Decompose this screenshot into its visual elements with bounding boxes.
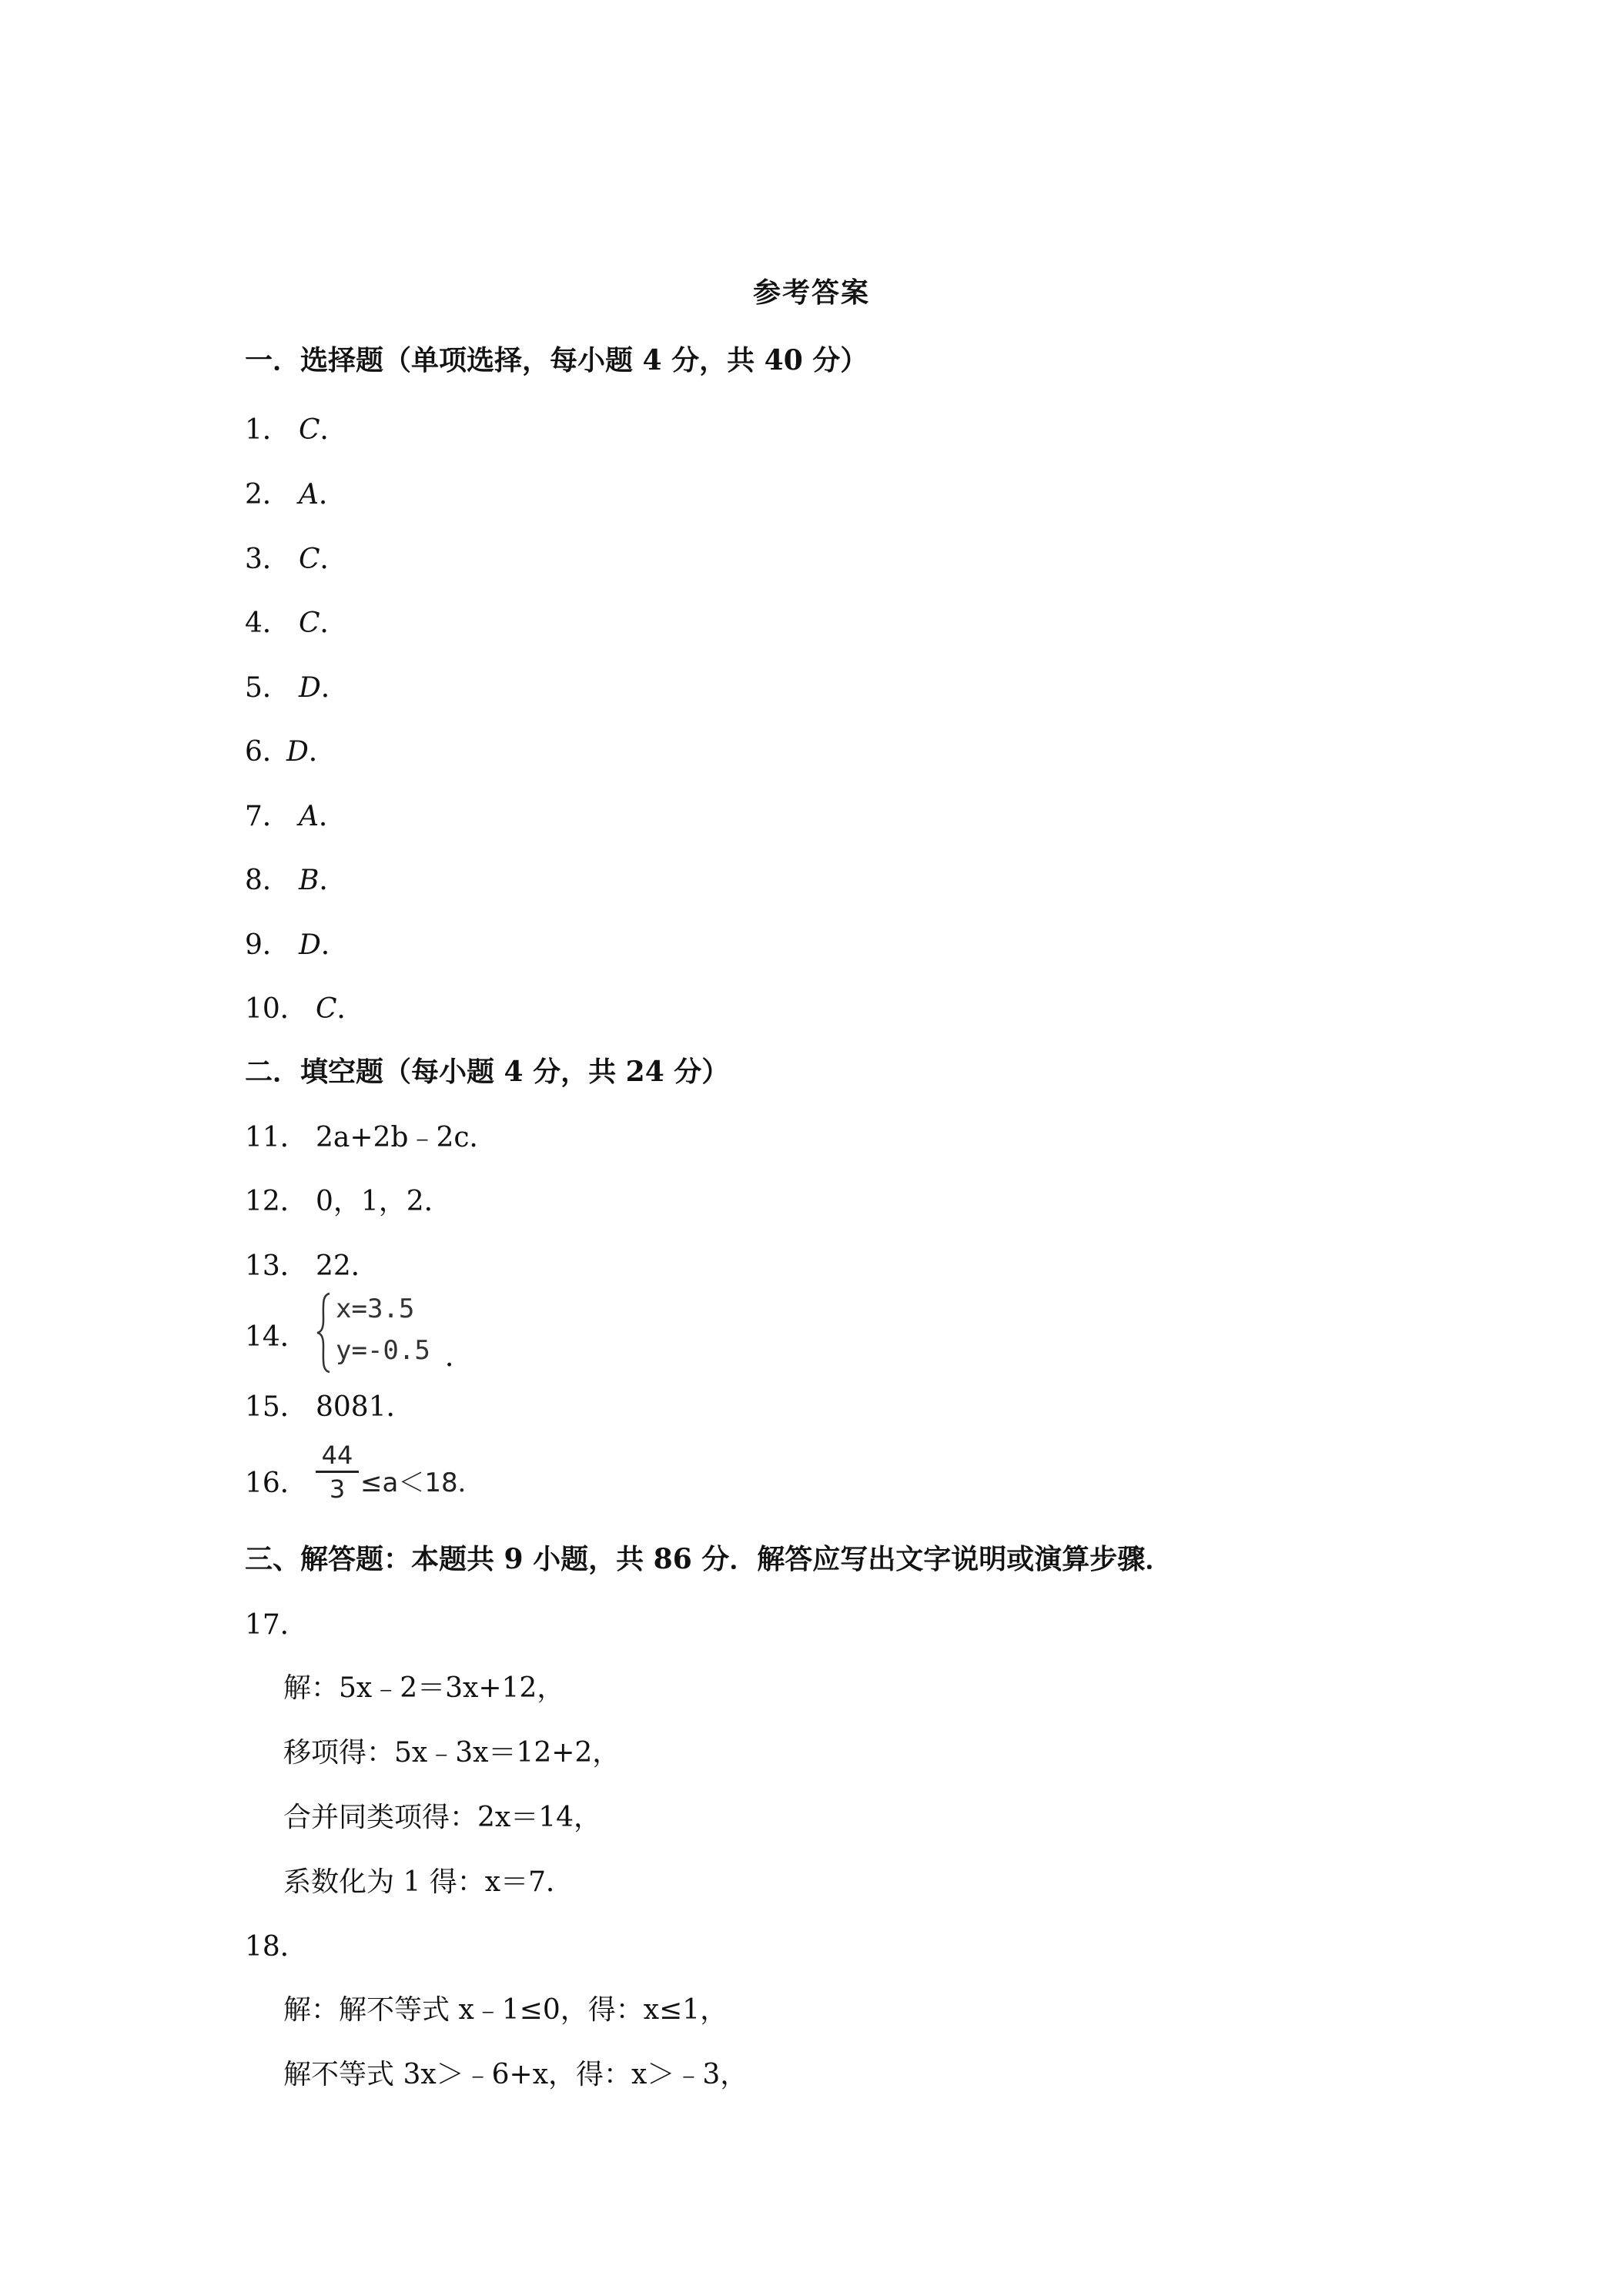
choice-answer (245, 537, 348, 577)
solution-step: 系数化为 1 得：x＝7． (283, 1866, 574, 1898)
question-number: 17． (245, 1609, 308, 1641)
solution-step: 解：解不等式 x﹣1≤0，得：x≤1， (283, 1994, 728, 2026)
answer-end: ． (320, 607, 348, 639)
answer-letter: D (299, 672, 321, 704)
left-brace-icon (316, 1290, 333, 1375)
question-number: 8． (245, 865, 290, 896)
answer-letter: A (299, 479, 319, 510)
equation-system (316, 1290, 474, 1375)
choice-answer (245, 408, 348, 447)
fill-answer (245, 1116, 497, 1155)
answer-end: ． (319, 479, 347, 510)
answer-letter: C (299, 414, 320, 446)
question-number: 9． (245, 929, 290, 961)
choice-answer (245, 923, 349, 962)
question-number: 1． (245, 414, 290, 446)
answer-letter: D (286, 736, 309, 768)
fill-answer (245, 1385, 414, 1424)
section-heading-fill: 二．填空题（每小题 4 分，共 24 分） (245, 1056, 730, 1088)
question-number: 2． (245, 479, 290, 510)
answer-text: 2a+2b﹣2c． (316, 1122, 497, 1153)
choice-answer (245, 730, 336, 769)
fill-answer (245, 1244, 379, 1284)
question-number: 4． (245, 607, 290, 639)
answer-end: ． (319, 865, 347, 896)
question-number: 14． (245, 1321, 308, 1353)
answer-letter: D (299, 929, 321, 961)
question-number: 3． (245, 544, 290, 575)
question-number: 6． (245, 736, 290, 768)
solution-step: 解：5x﹣2＝3x+12， (283, 1672, 565, 1704)
answer-end: ． (336, 993, 365, 1025)
answer-end: ． (308, 736, 336, 768)
solution-step: 移项得：5x﹣3x＝12+2， (283, 1737, 621, 1769)
answer-letter: A (299, 801, 319, 832)
answer-end: ． (320, 414, 348, 446)
answer-letter: C (299, 544, 320, 575)
question-number: 11． (245, 1122, 308, 1153)
section-heading-choice: 一．选择题（单项选择，每小题 4 分，共 40 分） (245, 344, 868, 377)
answer-letter: B (299, 865, 320, 896)
equation-row: x=3.5 (336, 1294, 415, 1324)
answer-text: 0，1，2． (316, 1186, 452, 1217)
fraction-numerator: 44 (316, 1440, 359, 1473)
fraction (316, 1440, 359, 1505)
equation-row: y=-0.5 (336, 1335, 430, 1366)
choice-answer (245, 473, 346, 512)
question-number: 18． (245, 1931, 308, 1963)
solution-step: 解不等式 3x＞﹣6+x，得：x＞﹣3， (283, 2059, 748, 2090)
question-number: 13． (245, 1250, 308, 1282)
answer-text: 22． (316, 1250, 379, 1282)
choice-answer (245, 795, 346, 834)
answer-end: ． (320, 929, 349, 961)
question-number: 7． (245, 801, 290, 832)
question-number: 16． (245, 1468, 308, 1499)
answer-end: ． (320, 544, 348, 575)
page-title: 参考答案 (752, 276, 870, 309)
question-number: 12． (245, 1186, 308, 1217)
answer-end: ． (320, 672, 349, 704)
fill-answer (245, 1180, 452, 1219)
choice-answer (245, 858, 346, 898)
section-heading-solve: 三、解答题：本题共 9 小题，共 86 分．解答应写出文字说明或演算步骤． (245, 1543, 1173, 1575)
inequality-rest: ≤a＜18． (360, 1468, 484, 1498)
answer-letter: C (299, 607, 320, 639)
answer-letter: C (316, 993, 337, 1025)
choice-answer (245, 601, 348, 641)
question-number: 10． (245, 993, 308, 1025)
answer-end: ． (319, 801, 347, 832)
choice-answer (245, 666, 349, 705)
question-number: 5． (245, 672, 290, 704)
answer-end: ． (445, 1341, 474, 1373)
fraction-denominator: 3 (329, 1474, 346, 1504)
choice-answer (245, 987, 365, 1026)
answer-text: 8081． (316, 1391, 414, 1423)
question-number: 15． (245, 1391, 308, 1423)
solution-step: 合并同类项得：2x＝14， (283, 1802, 602, 1833)
